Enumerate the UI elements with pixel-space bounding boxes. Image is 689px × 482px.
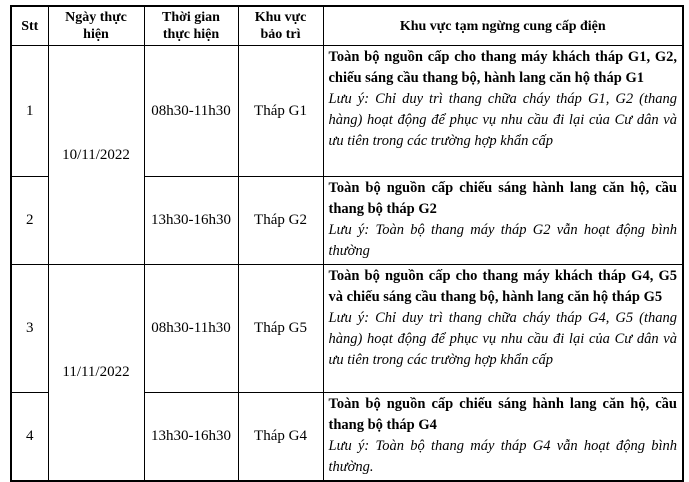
header-time: Thời gian thực hiện bbox=[144, 6, 238, 46]
header-row bbox=[11, 6, 683, 46]
table-row bbox=[11, 265, 683, 393]
header-affected-area: Khu vực tạm ngừng cung cấp điện bbox=[323, 6, 683, 46]
affected-area-cell bbox=[323, 265, 683, 393]
stt-cell: 4 bbox=[11, 393, 48, 482]
affected-note: Lưu ý: Chỉ duy trì thang chữa cháy tháp G4, G5 (thang hàng) hoạt động để phục vụ nhu cầu đi lại của Cư dân và ưu tiên trong các trường hợp khẩn cấp bbox=[328, 310, 677, 368]
affected-description: Toàn bộ nguồn cấp cho thang máy khách tháp G1, G2, chiếu sáng cầu thang bộ, hành lang căn hộ tháp G1 bbox=[328, 49, 677, 86]
table-row bbox=[11, 46, 683, 177]
affected-area-cell bbox=[323, 393, 683, 482]
affected-note: Lưu ý: Toàn bộ thang máy tháp G2 vẫn hoạt động bình thường bbox=[328, 222, 677, 259]
date-cell: 10/11/2022 bbox=[48, 46, 144, 265]
affected-area-cell bbox=[323, 46, 683, 177]
affected-area-cell bbox=[323, 177, 683, 265]
affected-description: Toàn bộ nguồn cấp chiếu sáng hành lang căn hộ, cầu thang bộ tháp G2 bbox=[328, 180, 677, 217]
header-stt: Stt bbox=[11, 6, 48, 46]
area-cell: Tháp G1 bbox=[238, 46, 323, 177]
area-cell: Tháp G4 bbox=[238, 393, 323, 482]
stt-cell: 3 bbox=[11, 265, 48, 393]
area-cell: Tháp G5 bbox=[238, 265, 323, 393]
affected-description: Toàn bộ nguồn cấp chiếu sáng hành lang căn hộ, cầu thang bộ tháp G4 bbox=[328, 396, 677, 433]
time-cell: 13h30-16h30 bbox=[144, 393, 238, 482]
header-date: Ngày thực hiện bbox=[48, 6, 144, 46]
date-cell: 11/11/2022 bbox=[48, 265, 144, 482]
time-cell: 13h30-16h30 bbox=[144, 177, 238, 265]
time-cell: 08h30-11h30 bbox=[144, 46, 238, 177]
stt-cell: 1 bbox=[11, 46, 48, 177]
power-outage-schedule-table bbox=[10, 5, 684, 482]
area-cell: Tháp G2 bbox=[238, 177, 323, 265]
time-cell: 08h30-11h30 bbox=[144, 265, 238, 393]
header-maintenance-area: Khu vực bảo trì bbox=[238, 6, 323, 46]
stt-cell: 2 bbox=[11, 177, 48, 265]
affected-note: Lưu ý: Toàn bộ thang máy tháp G4 vẫn hoạt động bình thường. bbox=[328, 438, 677, 475]
affected-note: Lưu ý: Chỉ duy trì thang chữa cháy tháp G1, G2 (thang hàng) hoạt động để phục vụ nhu cầu đi lại của Cư dân và ưu tiên trong các trường hợp khẩn cấp bbox=[328, 91, 677, 149]
affected-description: Toàn bộ nguồn cấp cho thang máy khách tháp G4, G5 và chiếu sáng cầu thang bộ, hành lang căn hộ tháp G5 bbox=[328, 268, 677, 305]
